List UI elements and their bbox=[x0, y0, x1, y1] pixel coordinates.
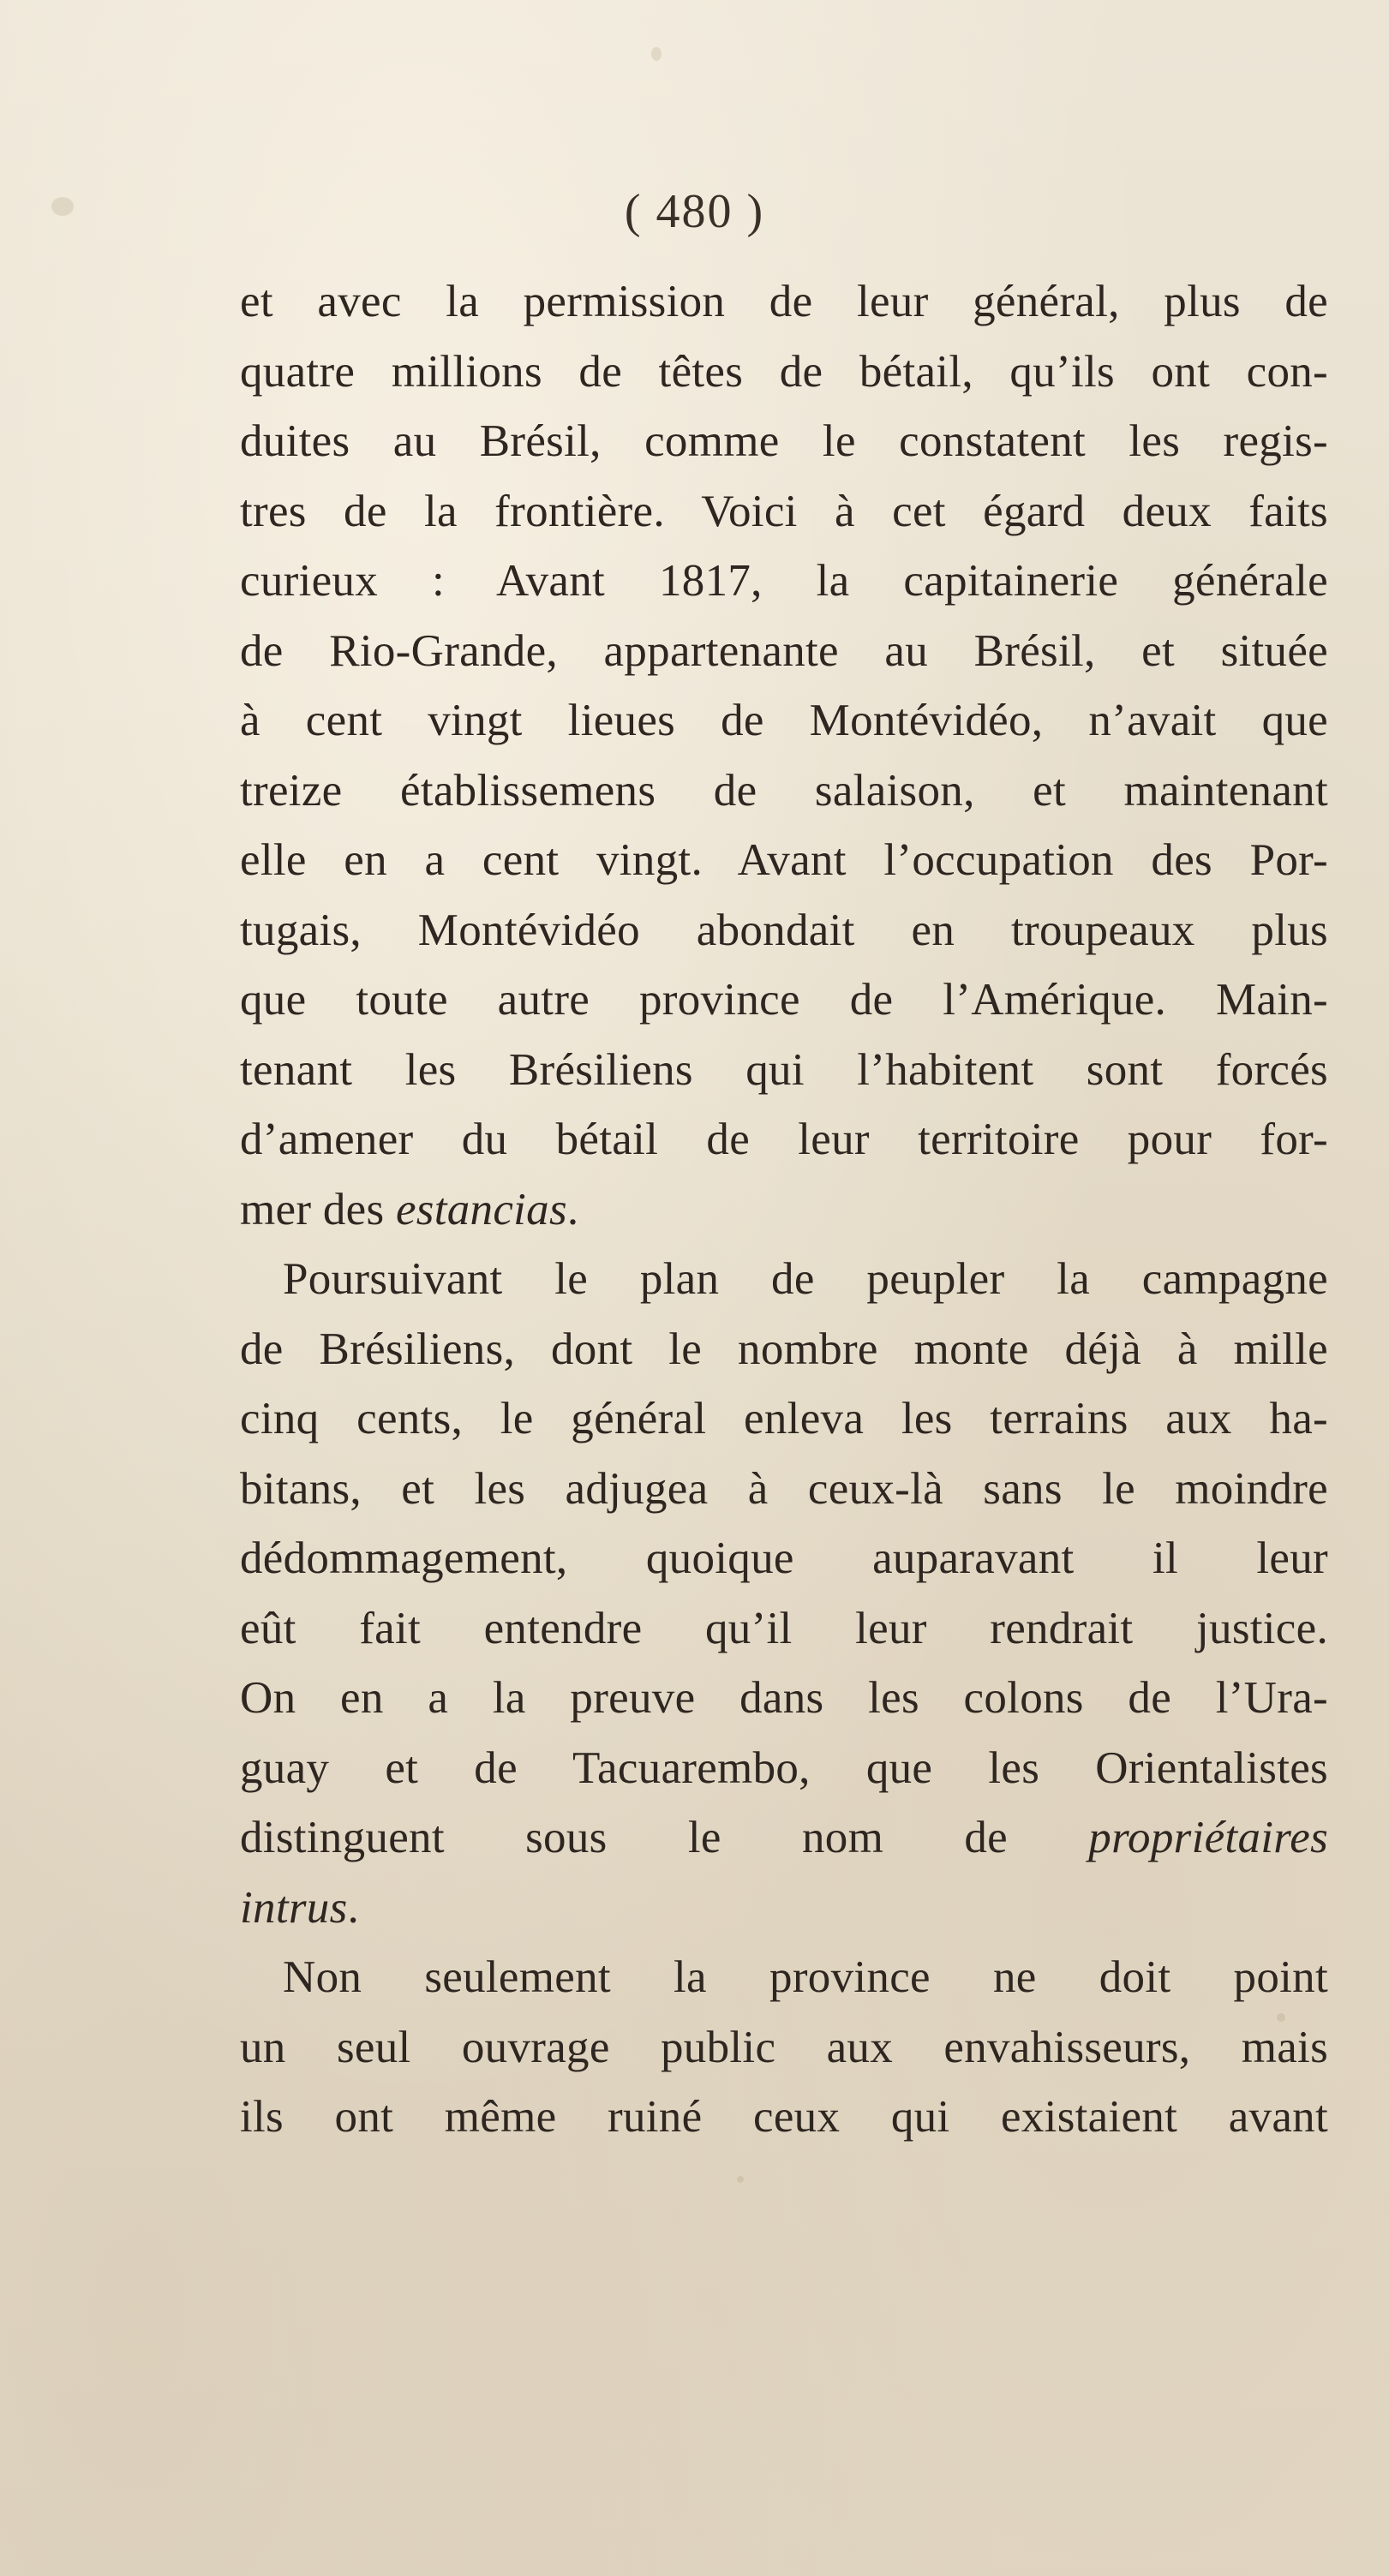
text-segment: . bbox=[566, 1184, 579, 1234]
text-line: curieux : Avant 1817, la capitainerie générale bbox=[240, 556, 1328, 606]
text-segment: . bbox=[347, 1882, 360, 1933]
page-number: ( 480 ) bbox=[624, 185, 765, 238]
text-line: un seul ouvrage public aux envahisseurs, mais bbox=[240, 2022, 1328, 2072]
text-line bbox=[240, 1175, 1328, 1246]
text-line: Non seulement la province ne doit point bbox=[283, 1952, 1328, 2002]
italic-term: propriétaires bbox=[1088, 1813, 1328, 1862]
text-line: dédommagement, quoique auparavant il leur bbox=[240, 1533, 1328, 1583]
text-line: cinq cents, le général enleva les terrains aux ha- bbox=[240, 1394, 1328, 1443]
paragraph-2 bbox=[240, 1245, 1328, 1943]
paper-stain bbox=[737, 2176, 744, 2183]
text-line: ils ont même ruiné ceux qui existaient avant bbox=[240, 2092, 1328, 2142]
paragraph-3 bbox=[240, 1943, 1328, 2153]
italic-term: intrus bbox=[240, 1882, 348, 1933]
text-line: de Rio-Grande, appartenante au Brésil, et située bbox=[240, 625, 1328, 676]
text-line: de Brésiliens, dont le nombre monte déjà à mille bbox=[240, 1324, 1328, 1374]
text-line: d’amener du bétail de leur territoire pour for- bbox=[240, 1115, 1328, 1164]
text-line: elle en a cent vingt. Avant l’occupation des Por- bbox=[240, 835, 1328, 885]
text-line: Poursuivant le plan de peupler la campagne bbox=[283, 1254, 1328, 1304]
text-line: tugais, Montévidéo abondait en troupeaux plus bbox=[240, 905, 1328, 955]
paragraph-1 bbox=[240, 267, 1328, 1245]
text-line: tres de la frontière. Voici à cet égard deux faits bbox=[240, 486, 1328, 536]
paper-stain bbox=[651, 47, 662, 61]
text-line bbox=[240, 1803, 1328, 1874]
text-line bbox=[240, 1874, 1328, 1944]
text-line: treize établissemens de salaison, et maintenant bbox=[240, 765, 1328, 816]
text-line: bitans, et les adjugea à ceux-là sans le moindre bbox=[240, 1463, 1328, 1514]
text-line: et avec la permission de leur général, plus de bbox=[240, 277, 1328, 326]
text-line: eût fait entendre qu’il leur rendrait justice. bbox=[240, 1603, 1328, 1653]
text-line: guay et de Tacuarembo, que les Orientalistes bbox=[240, 1742, 1328, 1793]
text-line: quatre millions de têtes de bétail, qu’ils ont con- bbox=[240, 346, 1328, 397]
text-line: On en a la preuve dans les colons de l’Ura- bbox=[240, 1673, 1328, 1723]
text-segment: distinguent sous le nom de bbox=[240, 1813, 1089, 1862]
text-line: duites au Brésil, comme le constatent les regis- bbox=[240, 416, 1328, 466]
text-line: tenant les Brésiliens qui l’habitent sont forcés bbox=[240, 1044, 1328, 1095]
text-line: que toute autre province de l’Amérique. Main- bbox=[240, 975, 1328, 1025]
body-text bbox=[240, 267, 1328, 2153]
text-segment: mer des bbox=[240, 1184, 396, 1234]
italic-term: estancias bbox=[395, 1184, 567, 1234]
text-line: à cent vingt lieues de Montévidéo, n’avait que bbox=[240, 696, 1328, 745]
